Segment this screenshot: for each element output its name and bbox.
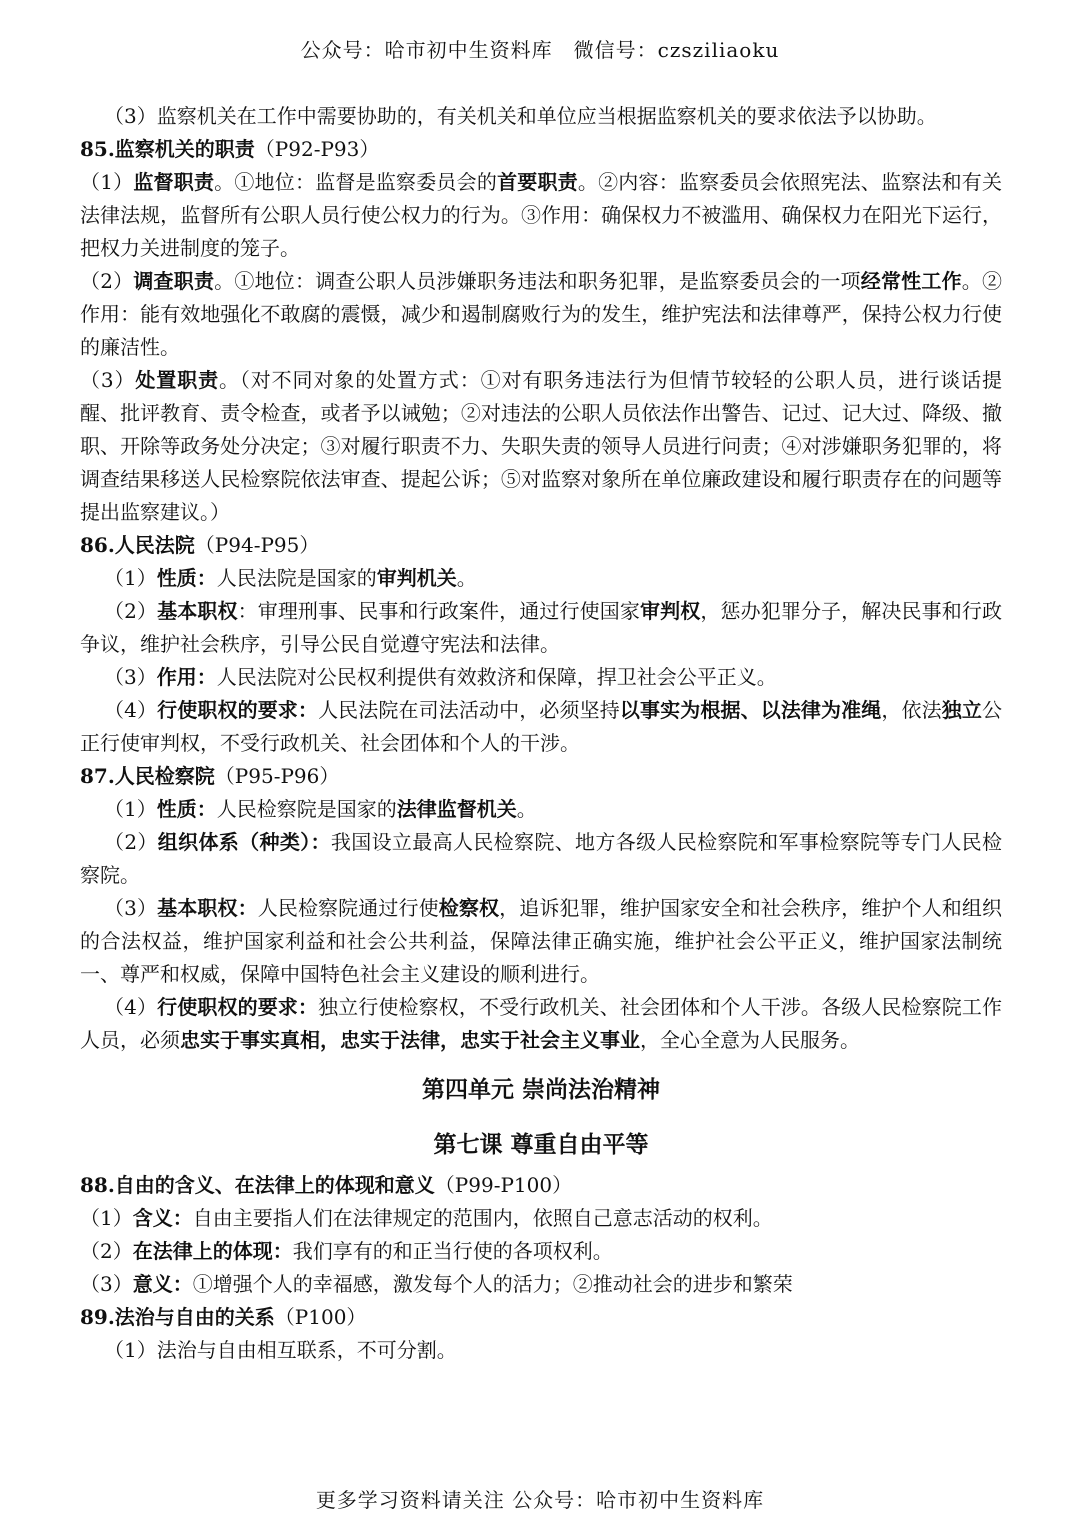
- item-keyword: 行使职权的要求：: [157, 698, 319, 722]
- item-number: （3）: [104, 896, 158, 920]
- item-emphasis: 法律监督机关: [396, 797, 517, 821]
- item-text: 。①地位：调查公职人员涉嫌职务违法和职务犯罪，是监察委员会的一项: [214, 269, 861, 293]
- item-keyword: 处置职责: [135, 368, 219, 392]
- item-number: （1）: [104, 566, 157, 590]
- section-86-title: 86.人民法院: [80, 533, 195, 557]
- item-number: （4）: [104, 995, 158, 1019]
- section-88-item-2: [80, 1235, 1002, 1268]
- item-emphasis: 审判机关: [376, 566, 457, 590]
- item-number: （2）: [80, 1239, 133, 1263]
- item-text: 自由主要指人们在法律规定的范围内，依照自己意志活动的权利。: [192, 1206, 773, 1230]
- item-text: 。②作用：能有效地强化不敢腐的震慑，减少和遏制腐败行为的发生，维护宪法和法律尊严，保持公权力行使的廉洁性。: [80, 269, 1003, 359]
- section-87-item-4: [80, 991, 1002, 1057]
- item-text: 。: [456, 566, 477, 590]
- section-87-item-1: [80, 793, 1002, 826]
- lesson-title: 第七课 尊重自由平等: [433, 1131, 649, 1158]
- section-89-title: 89.法治与自由的关系: [80, 1305, 275, 1329]
- item-keyword: 监督职责: [133, 170, 215, 194]
- section-88-title: 88.自由的含义、在法律上的体现和意义: [80, 1173, 435, 1197]
- section-86-page-ref: （P94-P95）: [194, 533, 320, 557]
- unit-title: 第四单元 崇尚法治精神: [421, 1076, 660, 1103]
- page-header: 公众号：哈市初中生资料库 微信号：czsziliaoku: [300, 38, 780, 62]
- item-text: 人民法院是国家的: [216, 566, 377, 590]
- section-86-item-1: [80, 562, 1002, 595]
- item-emphasis: 检察权: [438, 896, 500, 920]
- item-number: （1）: [104, 797, 157, 821]
- section-86-heading: [80, 529, 1002, 562]
- item-number: （2）: [104, 830, 158, 854]
- item-text: ：审理刑事、民事和行政案件，通过行使国家: [237, 599, 640, 623]
- item-text: 人民检察院通过行使: [257, 896, 439, 920]
- section-88-item-1: [80, 1202, 1002, 1235]
- item-text: 。（对不同对象的处置方式：①对有职务违法行为但情节较轻的公职人员，进行谈话提醒、批评教育、责令检查，或者予以诫勉；②对违法的公职人员依法作出警告、记过、记大过、降级、撤职、开除等政务处分决定；③对履行职责不力、失职失责的领导人员进行问责；④对涉嫌职务犯罪的，将调查结果移送人民检察院依法审查、提起公诉；⑤对监察对象所在单位廉政建设和履行职责存在的问题等提出监察建议。）: [80, 368, 1003, 524]
- item-text: 我国设立最高人民检察院、地方各级人民检察院和军事检察院等专门人民检察院。: [80, 830, 1002, 887]
- item-text: 人民法院在司法活动中，必须坚持: [318, 698, 620, 722]
- item-emphasis: 以事实为根据、以法律为准绳: [619, 698, 882, 722]
- item-text: 人民法院对公民权利提供有效救济和保障，捍卫社会公平正义。: [216, 665, 777, 689]
- section-87-title: 87.人民检察院: [80, 764, 215, 788]
- item-text: ，追诉犯罪，维护国家安全和社会秩序，维护个人和组织的合法权益，维护国家利益和社会公共利益，保障法律正确实施，维护社会公平正义，维护国家法制统一、尊严和权威，保障中国特色社会主义建设的顺利进行。: [80, 896, 1003, 986]
- section-87-page-ref: （P95-P96）: [214, 764, 340, 788]
- item-number: （2）: [104, 599, 158, 623]
- item-emphasis: 经常性工作: [860, 269, 962, 293]
- section-88-heading: [80, 1169, 1002, 1202]
- item-keyword: 调查职责: [133, 269, 215, 293]
- item-text: 独立行使检察权，不受行政机关、社会团体和个人干涉。各级人民检察院工作人员，必须: [80, 995, 1003, 1052]
- item-keyword: 意义：: [132, 1272, 193, 1296]
- item-emphasis: 独立: [941, 698, 983, 722]
- item-number: （1）: [80, 1206, 133, 1230]
- section-89-heading: [80, 1301, 1002, 1334]
- item-text: 人民检察院是国家的: [216, 797, 397, 821]
- document-body: [80, 100, 1002, 1367]
- item-number: （4）: [104, 698, 158, 722]
- section-88-item-3: [80, 1268, 1002, 1301]
- item-emphasis: 审判权: [639, 599, 701, 623]
- section-87-item-2: [80, 826, 1002, 892]
- item-text: ，依法: [881, 698, 942, 722]
- item-keyword: 作用：: [156, 665, 217, 689]
- item-keyword: 基本职权：: [157, 896, 258, 920]
- section-85-item-2: [80, 265, 1002, 364]
- section-87-item-3: [80, 892, 1002, 991]
- item-text: ①增强个人的幸福感，激发每个人的活力；②推动社会的进步和繁荣: [192, 1272, 793, 1296]
- section-88-page-ref: （P99-P100）: [434, 1173, 573, 1197]
- section-86-item-2: [80, 595, 1002, 661]
- item-emphasis: 首要职责: [497, 170, 578, 194]
- section-85-title: 85.监察机关的职责: [80, 137, 255, 161]
- page-footer: 更多学习资料请关注 公众号：哈市初中生资料库: [315, 1488, 765, 1512]
- section-85-item-1: [80, 166, 1002, 265]
- item-keyword: 性质：: [156, 797, 217, 821]
- item-keyword: 基本职权: [157, 599, 238, 623]
- section-85-heading: [80, 133, 1002, 166]
- section-85-page-ref: （P92-P93）: [254, 137, 380, 161]
- section-87-heading: [80, 760, 1002, 793]
- section-89-page-ref: （P100）: [274, 1305, 367, 1329]
- paragraph-84-3: （3）监察机关在工作中需要协助的，有关机关和单位应当根据监察机关的要求依法予以协助。: [104, 104, 937, 128]
- item-text: 。①地位：监督是监察委员会的: [214, 170, 498, 194]
- item-emphasis: 忠实于事实真相，忠实于法律，忠实于社会主义事业: [180, 1028, 640, 1052]
- section-85-item-3: [80, 364, 1002, 529]
- section-86-item-4: [80, 694, 1002, 760]
- item-keyword: 组织体系（种类）：: [157, 830, 331, 854]
- item-text: ，全心全意为人民服务。: [640, 1028, 860, 1052]
- item-keyword: 在法律上的体现：: [132, 1239, 293, 1263]
- section-89-item-1: （1）法治与自由相互联系，不可分割。: [104, 1338, 457, 1362]
- item-text: 。: [516, 797, 537, 821]
- item-keyword: 行使职权的要求：: [157, 995, 319, 1019]
- item-number: （3）: [80, 1272, 133, 1296]
- item-number: （2）: [80, 269, 134, 293]
- item-number: （1）: [80, 170, 134, 194]
- item-number: （3）: [80, 368, 136, 392]
- item-number: （3）: [104, 665, 157, 689]
- item-text: ，惩办犯罪分子，解决民事和行政争议，维护社会秩序，引导公民自觉遵守宪法和法律。: [80, 599, 1003, 656]
- item-keyword: 含义：: [132, 1206, 193, 1230]
- item-text: 公正行使审判权，不受行政机关、社会团体和个人的干涉。: [80, 698, 1003, 755]
- section-86-item-3: [80, 661, 1002, 694]
- item-text: 。②内容：监察委员会依照宪法、监察法和有关法律法规，监督所有公职人员行使公权力的行为。③作用：确保权力不被滥用、确保权力在阳光下运行，把权力关进制度的笼子。: [80, 170, 1003, 260]
- item-text: 我们享有的和正当行使的各项权利。: [292, 1239, 613, 1263]
- item-keyword: 性质：: [156, 566, 217, 590]
